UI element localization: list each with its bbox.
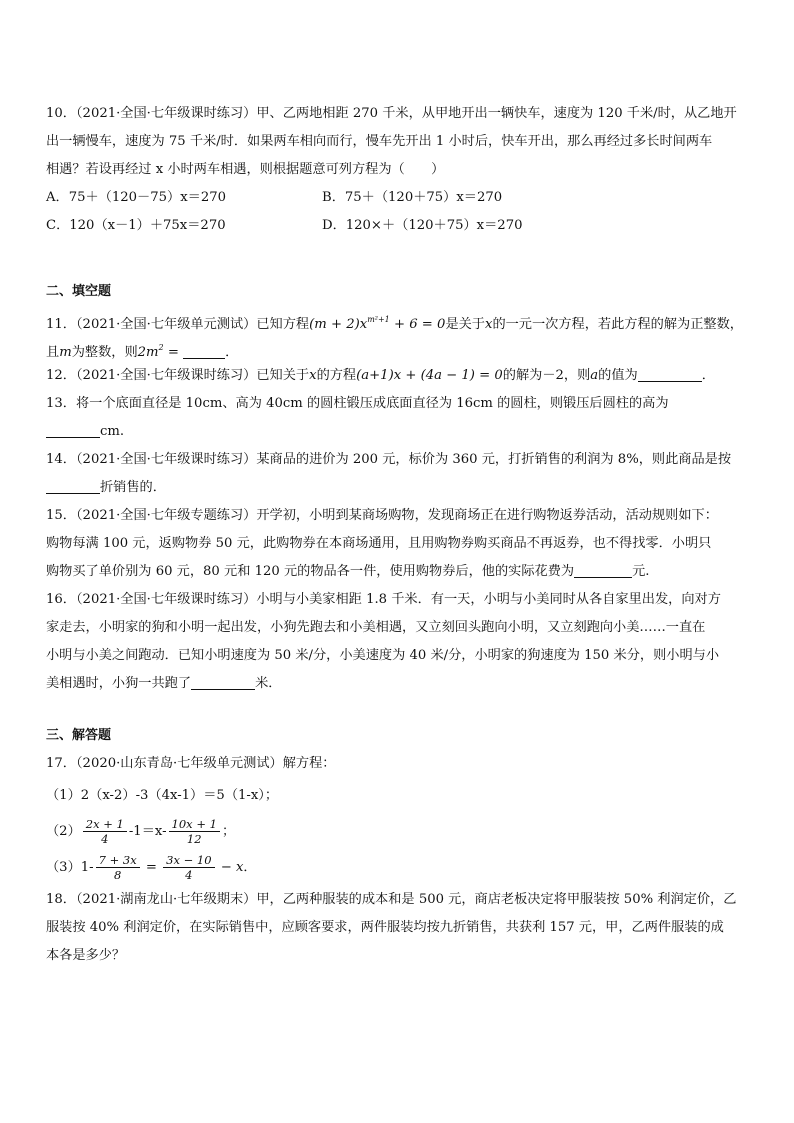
q12-text-d: 的值为 <box>598 368 638 383</box>
q16-text-a: 美相遇时，小狗一共跑了 <box>46 676 192 691</box>
q10-option-d: D．120×＋（120＋75）x＝270 <box>322 218 523 233</box>
fraction-numerator: 3x − 10 <box>163 853 214 868</box>
q15-text-b: 元. <box>632 564 650 579</box>
q12-text-c: 的解为－2，则 <box>502 368 591 383</box>
q11-eq-rest: + 6 = 0 <box>389 317 446 332</box>
q17-part-2 <box>46 814 770 850</box>
q11-text-a: 11．（2021·全国·七年级单元测试）已知方程 <box>46 317 310 332</box>
q17-part-3 <box>46 850 770 886</box>
q14-line-2 <box>46 474 770 502</box>
q11-text-d: 且 <box>46 345 60 360</box>
q11-text-e: 为整数，则 <box>71 345 138 360</box>
q10-option-b: B．75＋（120＋75）x＝270 <box>322 190 503 205</box>
q15-line-1: 15．（2021·全国·七年级专题练习）开学初，小明到某商场购物，发现商场正在进行购物返券活动，活动规则如下： <box>46 508 718 523</box>
q17-p2-middle: -1＝x- <box>128 824 167 839</box>
q17-p3-label: （3）1- <box>46 860 94 875</box>
q12-var-x: x <box>309 368 317 383</box>
q11-answer-blank <box>183 344 225 359</box>
q11-eq-exponent: m²+1 <box>367 315 390 324</box>
q10-line-3: 相遇？若设再经过 x 小时两车相遇，则根据题意可列方程为（ ） <box>46 162 445 177</box>
fraction-denominator: 12 <box>186 832 202 846</box>
q11-text-b: 是关于 <box>445 317 485 332</box>
q17-p3-fraction-2 <box>163 853 214 882</box>
q16-answer-blank <box>191 675 255 690</box>
q16-line-1: 16．（2021·全国·七年级课时练习）小明与小美家相距 1.8 千米．有一天，小明与小美同时从各自家里出发，向对方 <box>46 592 721 607</box>
section-heading-solve: 三、解答题 <box>46 728 112 743</box>
q17-p3-fraction-1 <box>96 853 140 882</box>
q18-line-2: 服装按 40% 利润定价，在实际销售中，应顾客要求，两件服装均按九折销售，共获利 157 元，甲，乙两件服装的成 <box>46 920 724 935</box>
q12-text-a: 12．（2021·全国·七年级课时练习）已知关于 <box>46 368 310 383</box>
q17-part-1: （1）2（x-2）-3（4x-1）＝5（1-x）； <box>46 788 279 803</box>
q16-line-2: 家走去，小明家的狗和小明一起出发，小狗先跑去和小美相遇，又立刻回头跑向小明，又立刻跑向小美……一直在 <box>46 620 706 635</box>
q14-text: 折销售的． <box>100 480 166 495</box>
q11-eq-base: (m + 2)x <box>309 317 368 332</box>
q11-line-2 <box>46 334 770 362</box>
q16-line-4 <box>46 670 770 698</box>
worksheet-page <box>46 100 770 970</box>
q11-expr: 2m <box>137 345 159 360</box>
q18-line-3: 本各是多少？ <box>46 948 126 963</box>
fraction-numerator: 10x + 1 <box>169 817 220 832</box>
section-heading-fill-in: 二、填空题 <box>46 284 112 299</box>
q15-line-2: 购物每满 100 元，返购物券 50 元，此购物券在本商场通用，且用购物券购买商品不再返券，也不得找零．小明只 <box>46 536 712 551</box>
q14-answer-blank <box>46 479 100 494</box>
q10-line-1: 10．（2021·全国·七年级课时练习）甲、乙两地相距 270 千米，从甲地开出一辆快车，速度为 120 千米/时，从乙地开 <box>46 106 737 121</box>
q17-line-1: 17．（2020·山东青岛·七年级单元测试）解方程： <box>46 756 336 771</box>
q10-option-a: A．75＋（120－75）x＝270 <box>46 190 226 205</box>
q11-var-x: x <box>485 317 493 332</box>
q15-line-3 <box>46 558 770 586</box>
q17-p2-end: ； <box>221 824 236 839</box>
q11-expr-exponent: 2 <box>158 343 164 352</box>
q10-option-c: C．120（x－1）＋75x＝270 <box>46 218 226 233</box>
q18-line-1: 18．（2021·湖南龙山·七年级期末）甲，乙两种服装的成本和是 500 元，商店老板决定将甲服装按 50% 利润定价，乙 <box>46 892 737 907</box>
q11-text-c: 的一元一次方程，若此方程的解为正整数， <box>492 317 743 332</box>
q10-options-row-1 <box>46 184 770 212</box>
q14-line-1: 14．（2021·全国·七年级课时练习）某商品的进价为 200 元，标价为 360 元，打折销售的利润为 8%，则此商品是按 <box>46 452 732 467</box>
q11-text-g: ． <box>225 345 239 360</box>
q12-answer-blank <box>638 367 702 382</box>
q12-text-b: 的方程 <box>316 368 357 383</box>
fraction-denominator: 4 <box>185 868 193 882</box>
q12-text-e: ． <box>701 368 715 383</box>
q16-text-b: 米． <box>255 676 282 691</box>
fraction-numerator: 2x + 1 <box>83 817 127 832</box>
q17-p3-end: ． <box>243 860 257 875</box>
q17-p3-minus-x: − x <box>216 860 244 875</box>
q17-p2-label: （2） <box>46 824 81 839</box>
q16-line-3: 小明与小美之间跑动．已知小明速度为 50 米/分，小美速度为 40 米/分，小明家的狗速度为 150 米分，则小明与小 <box>46 648 720 663</box>
q12-equation: (a+1)x + (4a − 1) = 0 <box>356 368 503 383</box>
fraction-denominator: 8 <box>114 868 122 882</box>
q13-line-1: 13．将一个底面直径是 10cm、高为 40cm 的圆柱锻压成底面直径为 16cm 的圆柱，则锻压后圆柱的高为 <box>46 396 669 411</box>
q11-equals: = <box>163 345 184 360</box>
fraction-numerator: 7 + 3x <box>96 853 140 868</box>
fraction-denominator: 4 <box>101 832 109 846</box>
q11-equation <box>309 317 445 332</box>
q10-line-2: 出一辆慢车，速度为 75 千米/时．如果两车相向而行，慢车先开出 1 小时后，快车开出，那么再经过多长时间两车 <box>46 134 713 149</box>
q11-var-m: m <box>59 345 72 360</box>
q10-options-row-2 <box>46 212 770 240</box>
q13-line-2 <box>46 418 770 446</box>
q17-p2-fraction-1 <box>83 817 127 846</box>
q17-p3-equals: = <box>141 860 162 875</box>
q13-answer-blank <box>46 423 100 438</box>
q11-line-1 <box>46 306 770 334</box>
q15-text-a: 购物买了单价别为 60 元，80 元和 120 元的物品各一件，使用购物券后，他的实际花费为 <box>46 564 575 579</box>
q13-unit: cm. <box>100 424 125 439</box>
q17-p2-fraction-2 <box>169 817 220 846</box>
q12-line-1 <box>46 362 770 390</box>
q12-var-a: a <box>590 368 599 383</box>
q15-answer-blank <box>574 563 632 578</box>
